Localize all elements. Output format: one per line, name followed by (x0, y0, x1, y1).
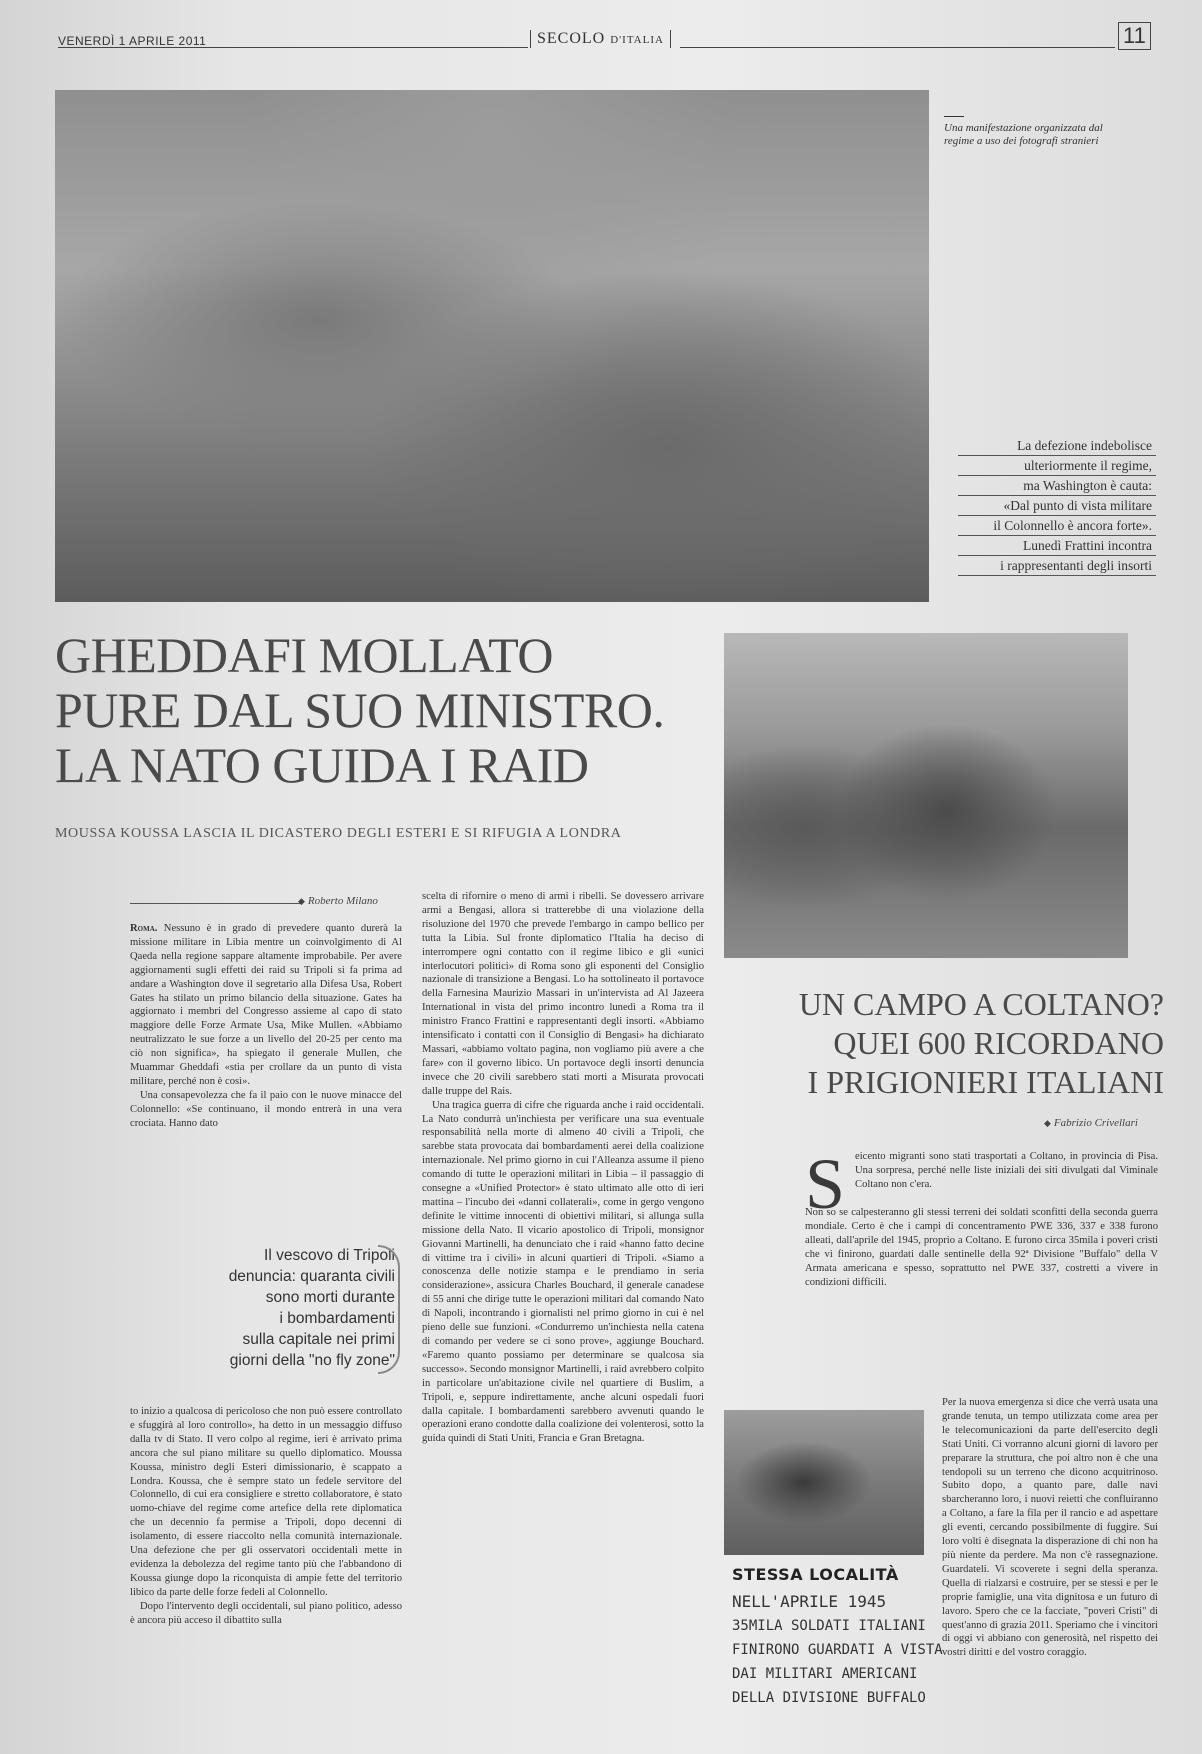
pullquote-line: denuncia: quaranta civili (228, 1268, 395, 1285)
second-byline-name: Fabrizio Crivellari (1053, 1117, 1138, 1129)
paragraph-text: Nessuno è in grado di prevedere quanto durerà la missione militare in Libia mentre un coinvolgimento di Al Qaeda nella regione sappare altamente improbabile. Per avere aggiornamenti sugli effetti dei raid su Tripoli si fa prima ad andare a Washington dove il segretario alla Difesa Usa, Robert Gates ha stilato un primo bilancio della situazione. Gates ha aggiornato i membri del Congresso assieme al capo di stato maggiore delle Forze Armate Usa, Mike Mullen. «Abbiamo neutralizzato le sue forze a un livello del 20-25 per cento ma ciò non significa», ha spiegato il generale Mullen, che Muammar Gheddafi «stia per crollare da un punto di vista militare, perché non è così». (130, 923, 402, 1087)
box-line: DELLA DIVISIONE BUFFALO (732, 1690, 926, 1706)
main-headline (55, 628, 715, 793)
pullquote-line: Il vescovo di Tripoli (264, 1247, 395, 1264)
pullquote-line: giorni della "no fly zone" (229, 1352, 395, 1369)
box-line: FINIRONO GUARDATI A VISTA (732, 1642, 943, 1658)
newspaper-name (530, 30, 671, 48)
box-line: DAI MILITARI AMERICANI (732, 1666, 918, 1682)
soldiers-photo (724, 1410, 924, 1555)
paragraph: Dopo l'intervento degli occidentali, sul piano politico, adesso è ancora più acceso il dibattito sulla (130, 1600, 402, 1626)
diamond-icon: ◆ (1044, 1118, 1051, 1128)
main-column-1-top (130, 922, 402, 1218)
second-headline (724, 985, 1164, 1102)
summary-line: ulteriormente il regime, (958, 456, 1156, 476)
second-byline (1044, 1117, 1138, 1129)
dropcap: S (805, 1144, 846, 1224)
paragraph (130, 922, 402, 1089)
paragraph: eicento migranti sono stati trasportati a Coltano, in provincia di Pisa. Una sorpresa, perché nelle liste iniziali dei siti divulgati dal Viminale Coltano non c'era. (855, 1151, 1158, 1190)
main-byline (298, 895, 378, 907)
photo-caption: Una manifestazione organizzata dal regime a uso dei fotografi stranieri (944, 122, 1134, 148)
headline-line: LA NATO GUIDA I RAID (55, 737, 589, 793)
headline-line: PURE DAL SUO MINISTRO. (55, 682, 665, 738)
paragraph: Una consapevolezza che fa il paio con le nuove minacce del Colonnello: «Se continuano, il mondo entrerà in una vera crociata. Hanno dato (130, 1089, 402, 1129)
box-line: NELL'APRILE 1945 (732, 1592, 887, 1611)
main-column-1-bottom (130, 1405, 402, 1725)
paragraph: scelta di rifornire o meno di armi i ribelli. Se dovessero arrivare armi a Bengasi, allora si tratterebbe di una violazione della risoluzione del 1970 che prevede l'embargo in campo bellico per tutta la Libia. Sul fronte diplomatico l'Italia ha deciso di interrompere ogni contatto con il regime libico e gli «unici interlocutori politici» di Roma sono gli esponenti del Consiglio nazionale di transizione a Bengasi. Lo ha sottolineato il portavoce della Farnesina Maurizio Massari in un'intervista ad Al Jazeera International in vista del primo incontro lunedì a Roma tra il ministro Franco Frattini e rappresentanti degli insorti. «Abbiamo intensificato i contatti con il Consiglio di Bengasi» ha dichiarato Massari, «abbiamo voltato pagina, non vogliamo più avere a che fare» con il governo libico. Un portavoce degli insorti denuncia invece che 20 civili sarebbero stati morti a Misurata provocati dalle truppe del Rais. (422, 891, 704, 1097)
second-body-top (805, 1206, 1158, 1396)
paragraph: Una tragica guerra di cifre che riguarda anche i raid occidentali. La Nato condurrà un'inchiesta per verificare una sua eventuale responsabilità nella morte di almeno 40 civili a Tripoli, che sarebbe stata provocata dai bombardamenti aerei della coalizione internazionale. Nel primo giorno in cui l'Alleanza assume il pieno comando di tutte le operazioni militari in Libia – il passaggio di consegne a «Unified Protector» è stato ultimato alle otto di ieri mattina – l'incubo dei «danni collaterali», come in gergo vengono definite le vittime innocenti di obiettivi militari, si allunga sulla missione della Nato. Il vicario apostolico di Tripoli, monsignor Giovanni Martinelli, ha denunciato che i raid «hanno fatto decine di vittime tra i civili» in alcuni quartieri di Tripoli. «Siamo a conoscenza delle notizie stampa e le prendiamo in seria considerazione», assicura Charles Bouchard, il generale canadese di 55 anni che dirige tutte le operazioni militari dal comando Nato di Napoli, incontrando i giornalisti nel primo giorno in cui è nel pieno delle sue funzioni. «Condurremo un'inchiesta nella catena di comando per vedere se ci sono prove», aggiunge Bouchard. «Faremo quanto possiamo per determinare se qualcosa sia successo». Secondo monsignor Martinelli, i raid avrebbero colpito in particolare un'abitazione civile nel quartiere di Buslim, a Tripoli, e, seppure indirettamente, anche alcuni ospedali fuori dalla capitale. I bombardamenti sarebbero avvenuti quando le operazioni erano condotte dalla coalizione dei volenterosi, sotto la guida quindi di Stati Uniti, Francia e Gran Bretagna. (422, 1099, 704, 1445)
brace-decoration (378, 1245, 400, 1374)
main-byline-name: Roberto Milano (307, 895, 378, 907)
summary-line: il Colonnello è ancora forte». (958, 516, 1156, 536)
headline-line: GHEDDAFI MOLLATO (55, 627, 554, 683)
summary-line: i rappresentanti degli insorti (958, 556, 1156, 576)
newspaper-name-suffix: D'ITALIA (610, 34, 664, 46)
pullquote-line: sono morti durante (265, 1289, 395, 1306)
page-number: 11 (1118, 22, 1151, 50)
main-subhead: MOUSSA KOUSSA LASCIA IL DICASTERO DEGLI ESTERI E SI RIFUGIA A LONDRA (55, 826, 622, 841)
summary-box (958, 436, 1156, 576)
box-text (732, 1590, 943, 1710)
paragraph: to inizio a qualcosa di pericoloso che non può essere controllato e sfuggirà al loro controllo», ha detto in un messaggio diffuso dalla tv di Stato. Il vero colpo al regime, ieri è arrivato prima ancora che sul piano militare su quello diplomatico. Moussa Koussa, ministro degli Esteri dimissionario, è scappato a Londra. Koussa, che è sempre stato un fedele servitore del Colonnello, di cui era consigliere e stretto collaboratore, è stato uomo-chiave del regime come artefice della rete diplomatica che un decennio fa permise a Tripoli, dopo decenni di isolamento, di essere riaccolto nella comunità internazionale. Una defezione che per gli osservatori occidentali mette in evidenza la debolezza del regime tanto più che l'abbandono di Koussa giunge dopo la riconquista di ampie fette del territorio libico da parte delle forze fedeli al Colonnello. (130, 1406, 402, 1598)
migrants-photo (724, 633, 1128, 958)
pullquote-line: i bombardamenti (279, 1310, 395, 1327)
summary-line: La defezione indebolisce (958, 436, 1156, 456)
masthead-rule-right (680, 47, 1115, 48)
pullquote-line: sulla capitale nei primi (242, 1331, 395, 1348)
box-line: 35MILA SOLDATI ITALIANI (732, 1618, 926, 1634)
newspaper-name-main: SECOLO (537, 30, 606, 47)
demonstration-photo (55, 90, 929, 602)
paragraph: Non so se calpesteranno gli stessi terreni dei soldati sconfitti della seconda guerra mondiale. Certo è che i campi di concentramento PWE 336, 337 e 338 furono alleati, dall'aprile del 1945, proprio a Coltano. E furono circa 35mila i poveri cristi che vi finirono, guardati dalle sentinelle della 92ª Divisione "Buffalo" della V Armata americana e spesso, soprattutto nel PWE 337, costretti a vivere in condizioni difficili. (805, 1207, 1158, 1288)
summary-line: Lunedì Frattini incontra (958, 536, 1156, 556)
byline-rule (130, 903, 302, 904)
main-column-2 (422, 890, 704, 1725)
headline-line: QUEI 600 RICORDANO (833, 1025, 1164, 1061)
box-title: STESSA LOCALITÀ (732, 1565, 899, 1584)
masthead-rule-left (58, 47, 528, 48)
diamond-icon: ◆ (298, 896, 305, 906)
issue-date: VENERDÌ 1 APRILE 2011 (58, 34, 207, 48)
second-intro (855, 1150, 1158, 1206)
second-body-bottom (942, 1396, 1158, 1726)
headline-line: I PRIGIONIERI ITALIANI (807, 1064, 1164, 1100)
paragraph: Per la nuova emergenza si dice che verrà usata una grande tenuta, un tempo utilizzata come area per le telecomunicazioni da parte dell'esercito degli Stati Uniti. Ci vorranno alcuni giorni di lavoro per preparare la struttura, che poi altro non è che una tendopoli su un terreno che dicono acquitrinoso. Subito dopo, a quanto pare, dalle navi sbarcheranno loro, i nuovi reietti che confluiranno a Coltano, a fare la fila per il rancio e ad aspettare gli eventi, cercando possibilmente di fuggire. Sui loro volti è disegnata la disperazione di chi non ha più niente da perdere. Ma non c'è rassegnazione. Guardateli. Vi scoverete i segni della speranza. Quella di rialzarsi e costruire, per se stessi e per le proprie famiglie, una vita dignitosa e un futuro di lavoro. Spero che ce la facciate, "poveri Cristi" di quest'anno di grazia 2011. Speriamo che i vincitori di oggi vi abbiano con generosità, nel rispetto dei vostri diritti e del vostro coraggio. (942, 1397, 1158, 1659)
dateline: Roma. (130, 923, 158, 934)
summary-line: «Dal punto di vista militare (958, 496, 1156, 516)
pullquote (150, 1245, 395, 1371)
headline-line: UN CAMPO A COLTANO? (798, 986, 1164, 1022)
summary-line: ma Washington è cauta: (958, 476, 1156, 496)
